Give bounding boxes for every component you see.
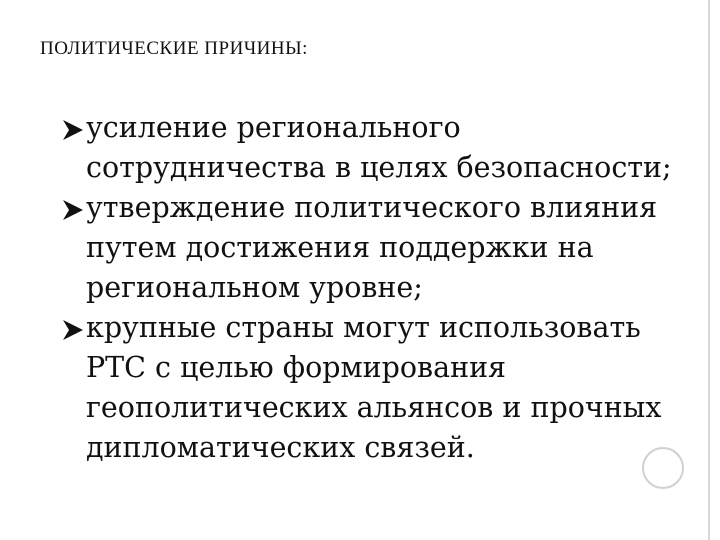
bullet-line: региональном уровне; xyxy=(86,271,423,304)
bullet-line: РТС с целью формирования xyxy=(86,351,507,384)
bullet-line: крупные страны могут использовать xyxy=(86,311,641,344)
bullet-item xyxy=(62,308,692,468)
bullet-line: утверждение политического влияния xyxy=(86,191,658,224)
slide-title: ПОЛИТИЧЕСКИЕ ПРИЧИНЫ: xyxy=(40,38,308,59)
slide-edge-rule xyxy=(708,0,710,540)
bullet-line: геополитических альянсов и прочных xyxy=(86,391,662,424)
bullet-item xyxy=(62,108,692,188)
bullet-line: сотрудничества в целях безопасности; xyxy=(86,151,672,184)
bullet-line: путем достижения поддержки на xyxy=(86,231,594,264)
bullet-line: усиление регионального xyxy=(86,111,461,144)
arrowhead-bullet-icon xyxy=(62,119,84,141)
bullet-list xyxy=(62,108,692,468)
arrowhead-bullet-icon xyxy=(62,319,84,341)
bullet-line: дипломатических связей. xyxy=(86,431,475,464)
bullet-item xyxy=(62,188,692,308)
arrowhead-bullet-icon xyxy=(62,199,84,221)
